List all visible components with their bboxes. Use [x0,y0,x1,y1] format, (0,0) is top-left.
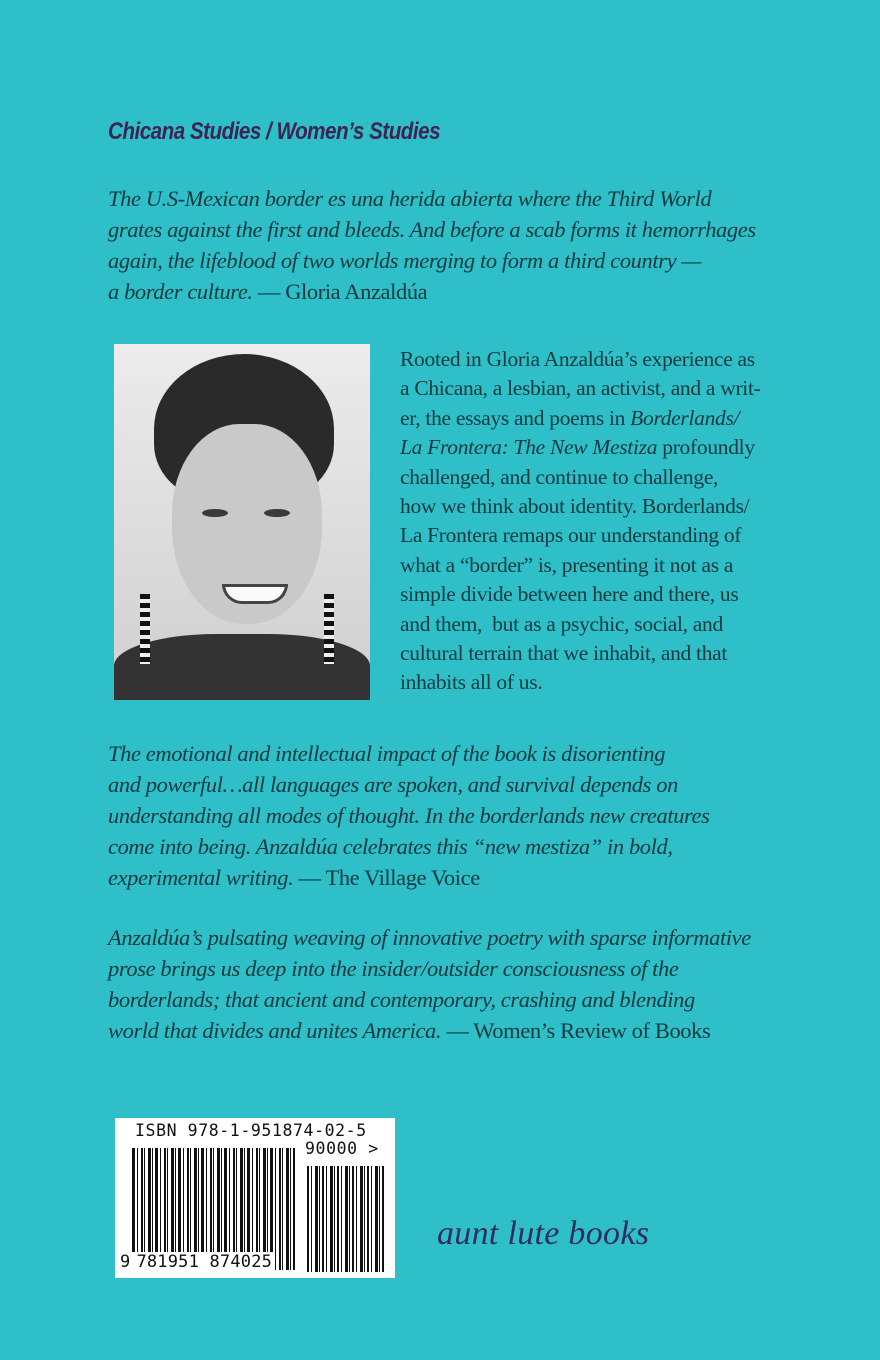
description-line: a Chicana, a lesbian, an activist, and a writ- [400,376,761,401]
review-text: experimental writing. [108,865,294,890]
isbn-barcode [115,1118,395,1278]
review-attribution: — The Village Voice [293,865,480,890]
description-line: simple divide between here and there, us [400,582,739,607]
ean-number [118,1252,274,1272]
epigraph-text: a border culture. [108,279,253,304]
description-line: cultural terrain that we inhabit, and that [400,641,728,666]
epigraph-line: The U.S-Mexican border es una herida abierta where the Third World [108,186,712,211]
review-village-voice [108,738,808,893]
description-line: how we think about identity. Borderlands/ [400,494,750,519]
review-line: and powerful…all languages are spoken, and survival depends on [108,772,678,797]
review-line: come into being. Anzaldúa celebrates this “new mestiza” in bold, [108,834,673,859]
description-line: what a “border” is, presenting it not as a [400,552,734,577]
epigraph-line-last [108,276,798,307]
review-womens-review [108,922,828,1046]
review-line-last [108,862,808,893]
book-title-italic: La Frontera: The New Mestiza [400,435,658,460]
author-photo [114,344,370,700]
publisher-logo: aunt lute books [437,1215,650,1252]
price-code: 90000 > [305,1139,379,1158]
description-line: and them, but as a psychic, social, and [400,611,723,636]
ean-first-digit: 9 [120,1252,131,1272]
category-label: Chicana Studies / Women’s Studies [108,118,441,145]
description-line: Rooted in Gloria Anzaldúa’s experience as [400,347,755,371]
epigraph-line: again, the lifeblood of two worlds merging to form a third country — [108,248,702,273]
earring-left [140,594,150,664]
book-title-italic: Borderlands/ [630,405,740,430]
description-line: inhabits all of us. [400,670,543,695]
review-line: prose brings us deep into the insider/outsider consciousness of the [108,956,679,981]
epigraph-attribution: — Gloria Anzaldúa [252,279,428,304]
description-line [400,433,820,462]
earring-right [324,594,334,664]
book-description [400,345,820,698]
review-line: understanding all modes of thought. In the borderlands new creatures [108,803,710,828]
ean-digits: 781951 874025 [136,1252,273,1272]
barcode-addon-bars-icon [307,1166,385,1272]
description-line [400,404,820,433]
description-text: profoundly [657,435,755,460]
review-text: world that divides and unites America. [108,1018,442,1043]
review-line-last [108,1015,828,1046]
description-line: La Frontera remaps our understanding of [400,523,742,548]
review-line: The emotional and intellectual impact of the book is disorienting [108,741,666,766]
review-line: Anzaldúa’s pulsating weaving of innovative poetry with sparse informative [108,925,751,950]
description-text: er, the essays and poems in [400,405,631,430]
description-line: challenged, and continue to challenge, [400,464,719,489]
epigraph-line: grates against the first and bleeds. And before a scab forms it hemorrhages [108,217,756,242]
epigraph-quote [108,183,798,307]
review-line: borderlands; that ancient and contemporary, crashing and blending [108,987,695,1012]
review-attribution: — Women’s Review of Books [441,1018,711,1043]
isbn-label: ISBN 978-1-951874-02-5 [135,1121,367,1140]
